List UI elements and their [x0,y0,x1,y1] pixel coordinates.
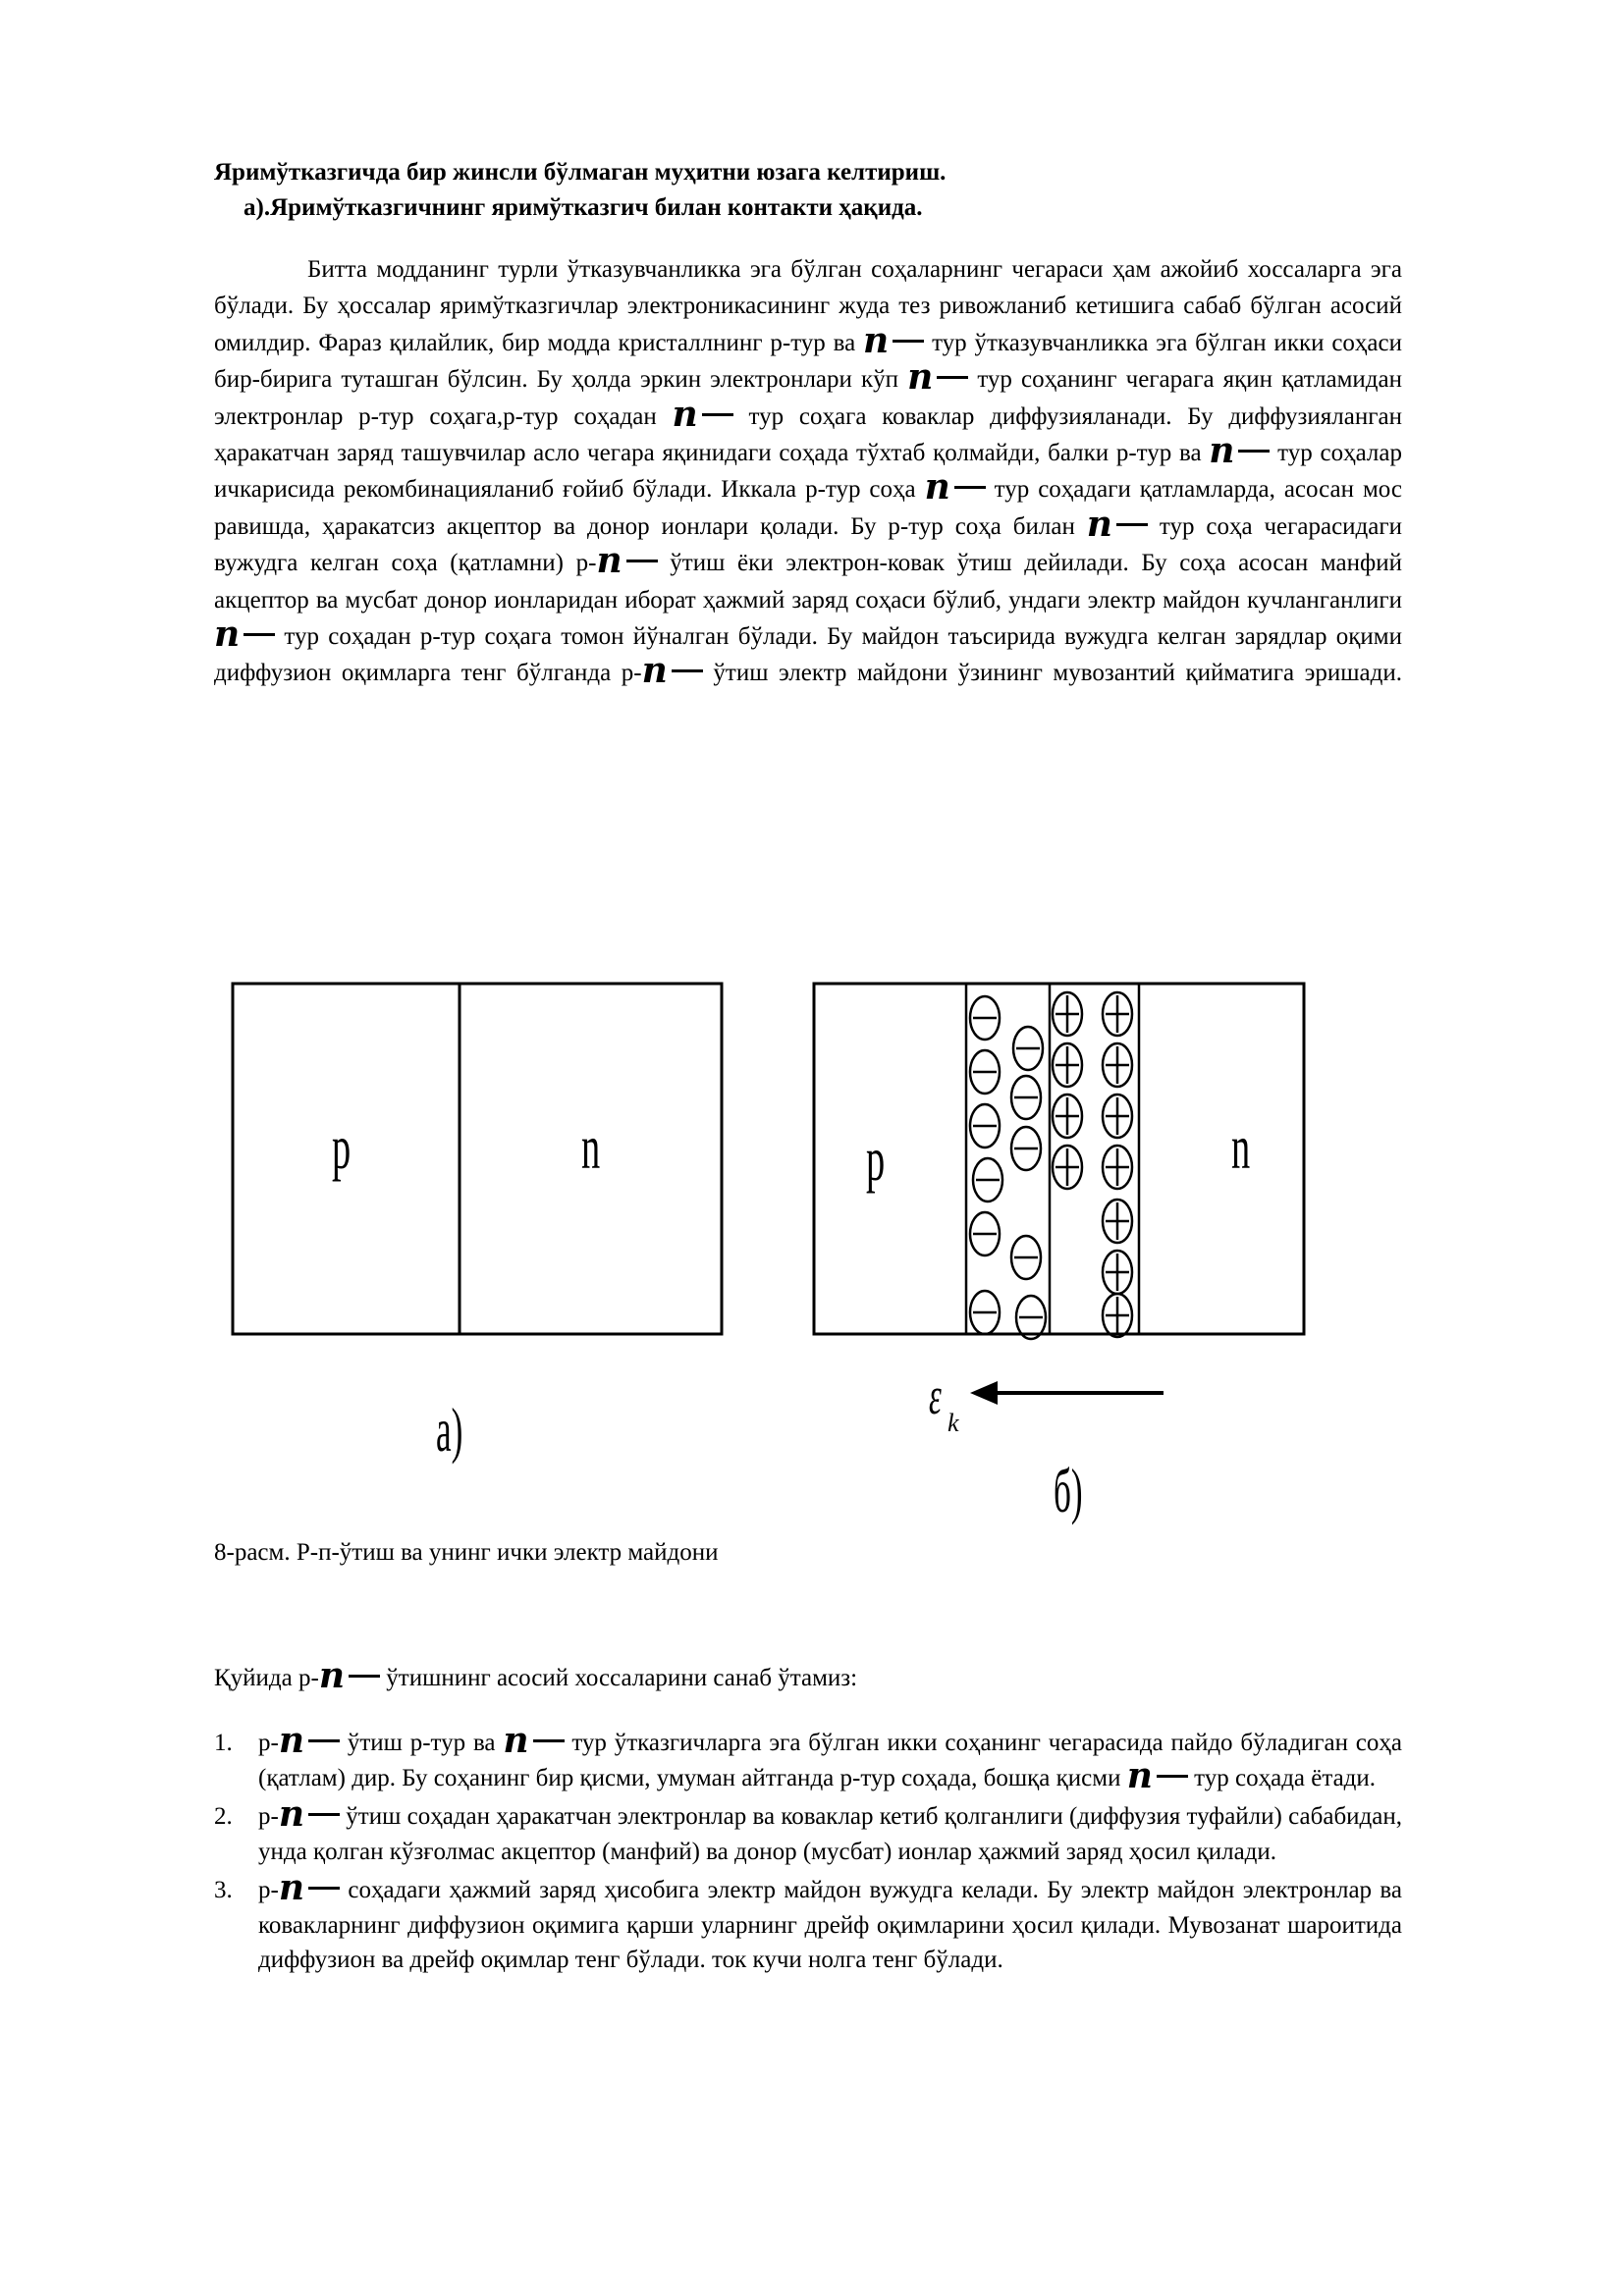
fig-b-box [814,984,1304,1334]
fig-a-n-label: n [581,1113,601,1183]
n-symbol: n [924,466,950,508]
n-symbol: n [863,319,890,361]
n-symbol: n [1209,430,1235,472]
fig-a-sublabel: a) [436,1396,463,1466]
dash-mark [1157,1775,1188,1778]
fig-b-p-label: p [866,1125,886,1195]
fig-b-sublabel: б) [1054,1457,1083,1526]
heading-line-1: Яримўтказгичда бир жинсли бўлмаган муҳитни юзага келтириш. [214,159,947,186]
field-subscript: k [947,1409,959,1437]
n-symbol: n [1126,1754,1153,1796]
n-symbol: n [278,1793,305,1835]
n-symbol: n [278,1720,305,1761]
figure-caption: 8-расм. Р-п-ўтиш ва унинг ички электр майдони [214,1539,719,1566]
n-symbol: n [1086,503,1112,545]
fig-b-ions [970,992,1132,1339]
list-intro: Қуйида р-n ўтишнинг асосий хоссаларини санаб ўтамиз: [214,1655,858,1696]
dash-mark [533,1739,565,1742]
n-symbol: n [318,1655,346,1696]
field-arrow-head [970,1381,998,1405]
heading-line-2: а).Яримўтказгичнинг яримўтказгич билан контакти ҳақида. [244,194,923,221]
n-symbol: n [278,1867,305,1908]
dash-mark [349,1675,380,1678]
list-item: 2. р-n ўтиш соҳадан ҳаракатчан электронлар ва коваклар кетиб қолганлиги (диффузия туфайли) сабабидан, унда қолган кўзғолмас акцептор (манфий) ва донор (мусбат) ионлар ҳажмий заряд ҳосил қилади. [214,1793,1402,1865]
fig-b-n-label: n [1231,1113,1251,1183]
dash-mark [308,1887,340,1890]
fig-a-p-label: p [332,1113,352,1183]
dash-mark [308,1813,340,1816]
n-symbol: n [503,1720,529,1761]
n-symbol: n [672,393,698,435]
properties-list [214,1720,1402,1978]
n-symbol: n [907,356,934,399]
main-paragraph: Битта модданинг турли ўтказувчанликка эга бўлган соҳаларнинг чегараси ҳам ажойиб хоссаларга эга бўлади. Бу ҳоссалар яримўтказгичлар электроникасининг жуда тез ривожланиб кетишига сабаб бўлган асосий омилдир. Фараз қилайлик, бир модда кристаллнинг р-тур ва n тур ўтказувчанликка эга бўлган икки соҳаси бир-бирига туташган бўлсин. Бу ҳолда эркин электронлари кўп n тур соҳанинг чегарага яқин қатламидан электронлар р-тур соҳага,р-тур соҳадан n тур соҳага коваклар диффузияланади. Бу диффузияланган ҳаракатчан заряд ташувчилар асло чегара яқинидаги соҳада тўхтаб қолмайди, балки р-тур ва n тур соҳалар ичкарисида рекомбинацияланиб ғойиб бўлади. Иккала р-тур соҳа n тур соҳадаги қатламларда, асосан мос равишда, ҳаракатсиз акцептор ва донор ионлари қолади. Бу р-тур соҳа билан n тур соҳа чегарасидаги вужудга келган соҳа (қатламни) р-n ўтиш ёки электрон-ковак ўтиш дейилади. Бу соҳа асосан манфий акцептор ва мусбат донор ионларидан иборат ҳажмий заряд соҳаси бўлиб, ундаги электр майдон кучланганлиги n тур соҳадан р-тур соҳага томон йўналган бўлади. Бу майдон таъсирида вужудга келган зарядлар оқими диффузион оқимларга тенг бўлганда р-n ўтиш электр майдони ўзининг мувозантий қийматига эришади. [214,256,1402,692]
n-symbol: n [596,540,623,582]
list-item: 1. р-n ўтиш р-тур ва n тур ўтказгичларга эга бўлган икки соҳанинг чегарасида пайдо бўладиган соҳа (қатлам) дир. Бу соҳанинг бир қисми, умуман айтганда р-тур соҳада, бошқа қисми n тур соҳада ётади. [214,1720,1402,1796]
n-symbol: n [214,614,241,656]
dash-mark [308,1739,340,1742]
list-item: 3. р-n соҳадаги ҳажмий заряд ҳисобига электр майдон вужудга келади. Бу электр майдон электронлар ва ковакларнинг диффузион оқимига қарши уларнинг дрейф оқимларини ҳосил қилади. Мувозанат шароитида диффузион ва дрейф оқимлар тенг бўлади. ток кучи нолга тенг бўлади. [214,1867,1402,1973]
n-symbol: n [641,650,668,692]
field-symbol: ε [929,1365,942,1426]
